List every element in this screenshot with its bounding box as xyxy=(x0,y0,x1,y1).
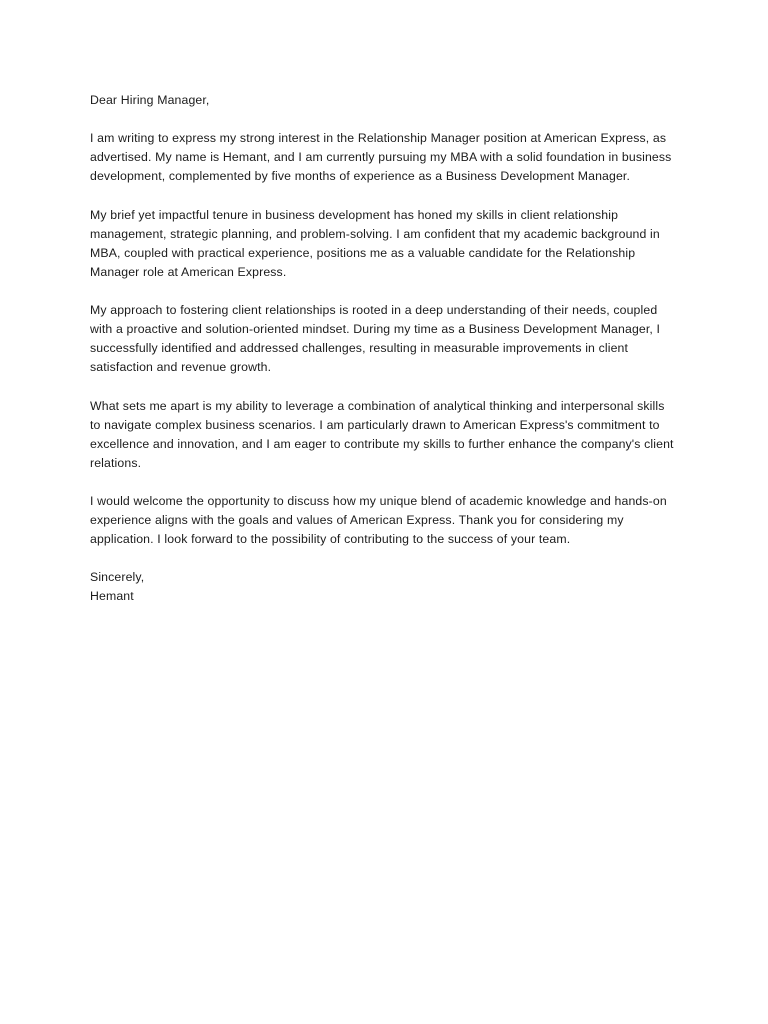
body-paragraph-1: I am writing to express my strong interest in the Relationship Manager position at American Express, as advertised. My name is Hemant, and I am currently pursuing my MBA with a solid foundation in business development, complemented by five months of experience as a Business Development Manager. xyxy=(90,131,672,184)
body-paragraph-4: What sets me apart is my ability to leverage a combination of analytical thinking and interpersonal skills to navigate complex business scenarios. I am particularly drawn to American Express's commitment to excellence and innovation, and I am eager to contribute my skills to further enhance the company's client relations. xyxy=(90,398,674,470)
cover-letter-body xyxy=(90,91,678,607)
signature-name: Hemant xyxy=(90,589,134,604)
paragraph-spacer xyxy=(90,473,678,492)
paragraph-spacer xyxy=(90,282,678,301)
paragraph-spacer xyxy=(90,377,678,396)
salutation: Dear Hiring Manager, xyxy=(90,93,210,107)
closing-salutation: Sincerely, xyxy=(90,570,145,585)
body-paragraph-5: I would welcome the opportunity to discuss how my unique blend of academic knowledge and hands-on experience aligns with the goals and values of American Express. Thank you for considering my application. I look forward to the possibility of contributing to the success of your team. xyxy=(90,493,667,547)
signature-block xyxy=(90,568,678,606)
paragraph-spacer xyxy=(90,110,678,129)
paragraph-spacer xyxy=(90,186,678,205)
paragraph-spacer xyxy=(90,549,678,568)
body-paragraph-3: My approach to fostering client relationships is rooted in a deep understanding of their needs, coupled with a proactive and solution-oriented mindset. During my time as a Business Development Manager, I successfully identified and addressed challenges, resulting in measurable improvements in client satisfaction and revenue growth. xyxy=(90,303,661,375)
body-paragraph-2: My brief yet impactful tenure in business development has honed my skills in client relationship management, strategic planning, and problem-solving. I am confident that my academic background in MBA, coupled with practical experience, positions me as a valuable candidate for the Relationship Manager role at American Express. xyxy=(90,207,660,279)
